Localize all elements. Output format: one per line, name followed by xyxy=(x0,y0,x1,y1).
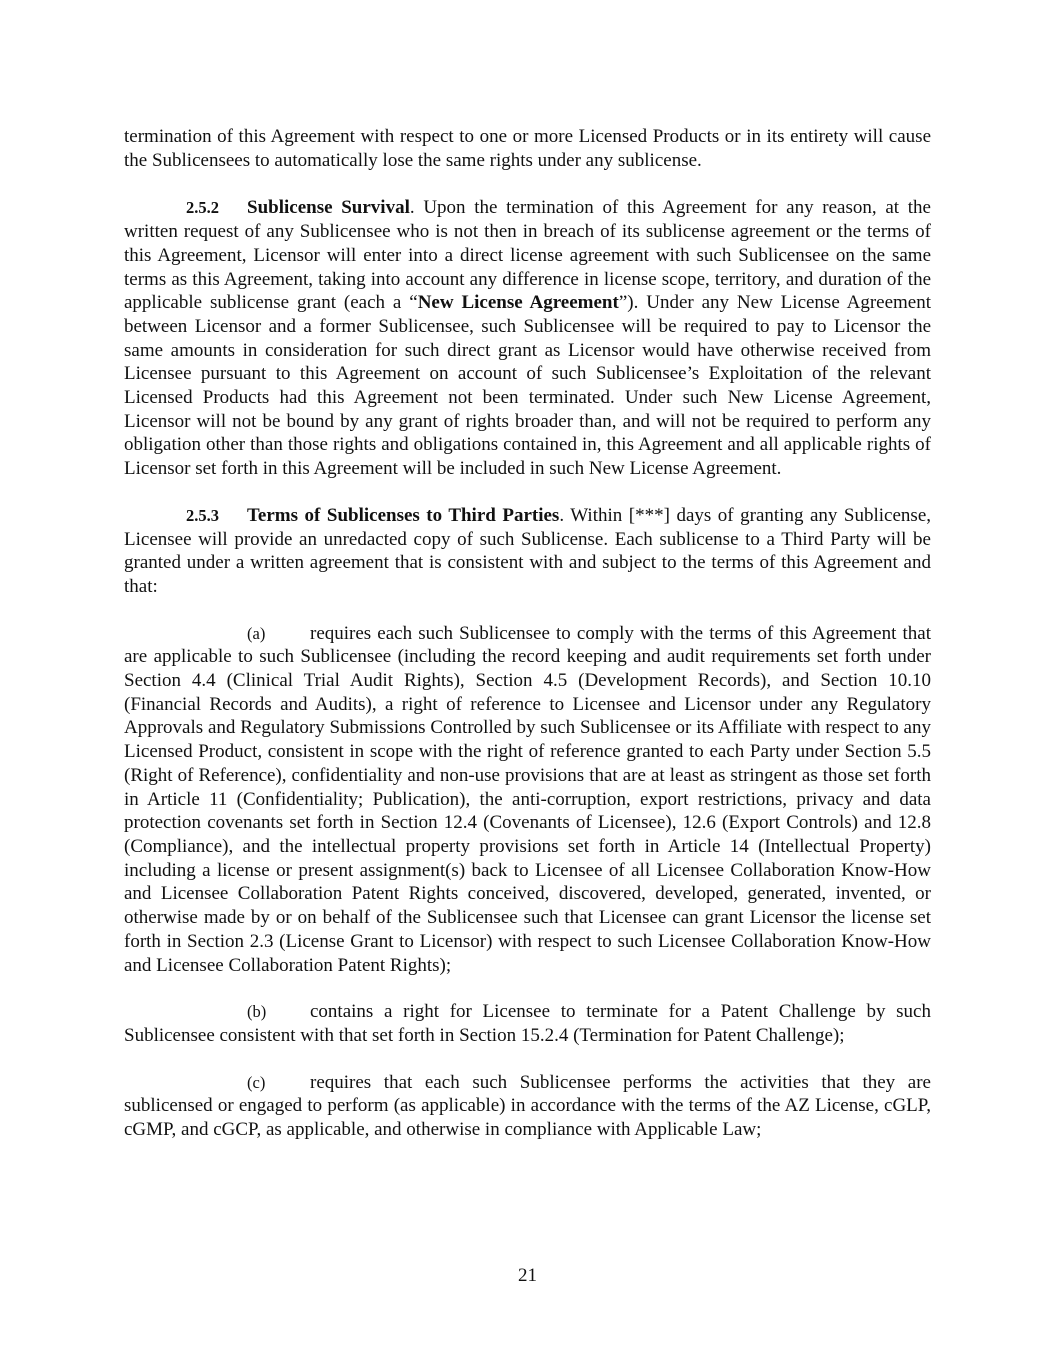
list-item-text: requires each such Sublicensee to comply with the terms of this Agreement that are applicable to such Sublicensee (including the record keeping and audit requirements set forth under Section 4.4 (Clinical Trial Audit Rights), Section 4.5 (Development Records), and Section 10.10 (Financial Records and Audits), a right of reference to Licensee and Licensor under any Regulatory Approvals and Regulatory Submissions Controlled by such Sublicensee or its Affiliate with respect to any Licensed Product, consistent in scope with the right of reference granted to each Party under Section 5.5 (Right of Reference), confidentiality and non-use provisions that are at least as stringent as those set forth in Article 11 (Confidentiality; Publication), the anti-corruption, export restrictions, privacy and data protection covenants set forth in Section 12.4 (Covenants of Licensee), 12.6 (Export Controls) and 12.8 (Compliance), and the intellectual property provisions set forth in Article 14 (Intellectual Property) including a license or present assignment(s) back to Licensee of all Licensee Collaboration Know-How and Licensee Collaboration Patent Rights conceived, discovered, developed, generated, invented, or otherwise made by or on behalf of the Sublicensee such that Licensee can grant Licensor the license set forth in Section 2.3 (License Grant to Licensor) with respect to such Licensee Collaboration Know-How and Licensee Collaboration Patent Rights); xyxy=(124,622,931,976)
section-text: ”). Under any New License Agreement between Licensor and a former Sublicensee, such Sublicensee will be required to pay to Licensor the same amounts in consideration for such direct grant as Licensor would have otherwise received from Licensee pursuant to this Agreement on account of such Sublicensee’s Exploitation of the relevant Licensed Products had this Agreement not been terminated. Under such New License Agreement, Licensor will not be bound by any grant of rights broader than, and will not be required to perform any obligation other than those rights and obligations contained in, this Agreement and all applicable rights of Licensor set forth in this Agreement will be included in such New License Agreement. xyxy=(124,292,932,480)
section-text: . Within [***] days of granting any Sublicense, Licensee will provide an unredacted copy of such Sublicense. Each sublicense to a Third Party will be granted under a written agreement that is consistent with and subject to the terms of this Agreement and that: xyxy=(124,504,931,597)
list-item-text: requires that each such Sublicensee performs the activities that they are sublicensed or engaged to perform (as applicable) in accordance with the terms of the AZ License, cGLP, cGMP, and cGCP, as applicable, and otherwise in compliance with Applicable Law; xyxy=(124,1071,931,1141)
list-item-c xyxy=(124,1071,931,1142)
section-number: 2.5.3 xyxy=(186,505,219,525)
section-2-5-2-paragraph xyxy=(124,196,931,480)
continuation-paragraph: termination of this Agreement with respect to one or more Licensed Products or in its entirety will cause the Sublicensees to automatically lose the same rights under any sublicense. xyxy=(124,126,931,171)
list-item-a xyxy=(124,622,931,978)
list-item-text: contains a right for Licensee to terminate for a Patent Challenge by such Sublicensee consistent with that set forth in Section 15.2.4 (Termination for Patent Challenge); xyxy=(124,1001,931,1046)
list-item-b xyxy=(124,1000,931,1047)
list-item-label: (a) xyxy=(247,623,266,643)
section-number: 2.5.2 xyxy=(186,198,219,218)
list-item-label: (b) xyxy=(247,1002,267,1022)
list-item-label: (c) xyxy=(247,1072,266,1092)
section-text: . Upon the termination of this Agreement for any reason, at the written request of any Sublicensee who is not then in breach of its sublicense agreement or the terms of this Agreement, Licensor will enter into a direct license agreement with such Sublicensee on the same terms as this Agreement, taking into account any difference in license scope, territory, and duration of the applicable sublicense grant (each a “ xyxy=(124,197,931,314)
section-2-5-3-paragraph xyxy=(124,504,931,599)
section-heading: Terms of Sublicenses to Third Parties xyxy=(247,504,560,526)
page-number: 21 xyxy=(518,1265,537,1286)
section-heading: Sublicense Survival xyxy=(247,197,410,219)
defined-term: New License Agreement xyxy=(417,292,619,314)
document-page xyxy=(124,125,931,1165)
